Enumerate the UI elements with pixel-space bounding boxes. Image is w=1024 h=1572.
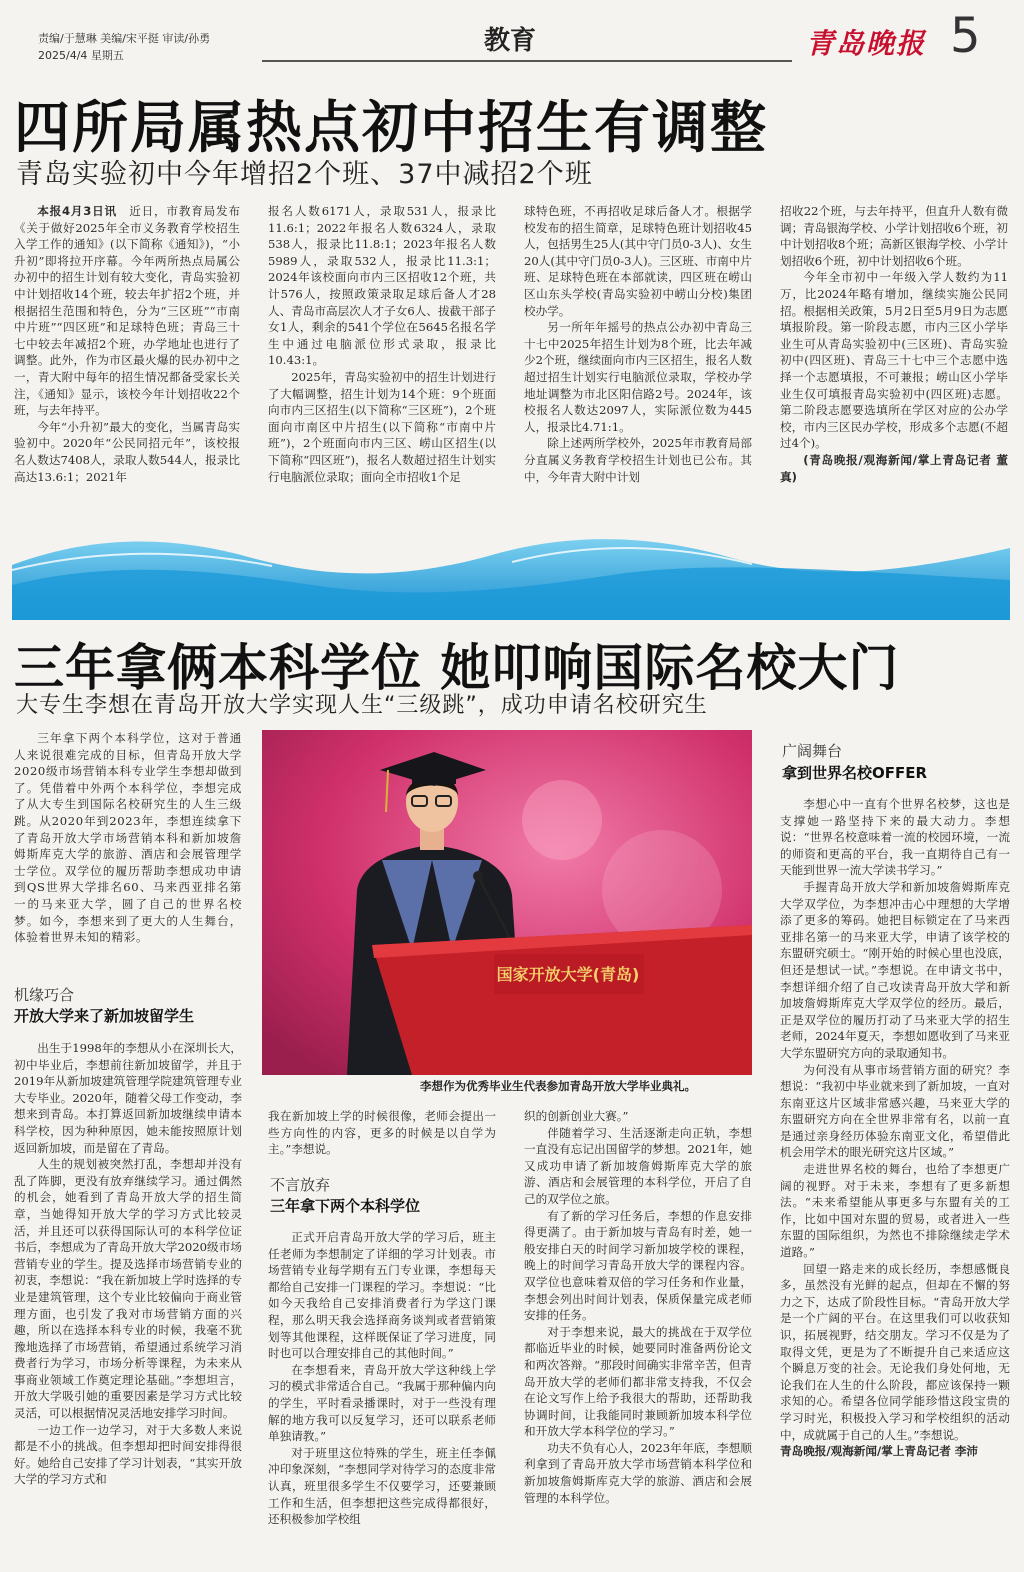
article2-column-3 xyxy=(524,1108,752,1563)
article2-paragraph: 有了新的学习任务后，李想的作息安排得更满了。由于新加坡与青岛有时差，她一般安排白天的时间学习新加坡学校的课程，晚上的时间学习青岛开放大学的课程内容。双学位也意味着双倍的学习任务和作业量，李想会列出时间计划表，保质保量完成老师安排的任务。 xyxy=(524,1208,752,1323)
article2-paragraph: 走进世界名校的舞台，也给了李想更广阔的视野。对于未来，李想有了更多新想法。“未来希望能从事更多与东盟有关的工作，比如中国对东盟的贸易，或者进入一些东盟的国际组织，为然也不排除继续走学术道路。” xyxy=(780,1162,1010,1260)
article1-paragraph: 今年“小升初”最大的变化，当属青岛实验初中。2020年“公民同招元年”，该校报名人数达7408人，录取人数544人，报录比高达13.6:1；2021年 xyxy=(14,419,240,484)
article2-paragraph: 人生的规划被突然打乱，李想却并没有乱了阵脚，更没有放弃继续学习。通过偶然的机会，她看到了青岛开放大学的招生简章，当她得知开放大学的学习方式比较灵活，并且还可以获得国际认可的本科学位证书后，李想成为了青岛开放大学2020级市场营销专业的学生。提及选择市场营销专业的初衷，李想说：“我在新加坡上学时选择的专业是建筑管理，这个专业比较偏向于商业管理方面，也引发了我对市场营销方面的兴趣，所以在选择本科专业的时候，我毫不犹豫地选择了市场营销，希望通过系统学习消费者行为学习，市场分析等课程，为未来从事商业领域工作奠定理论基础。”李想坦言，开放大学吸引她的重要因素是学习方式比较灵活，可以根据情况灵活地安排学习时间。 xyxy=(14,1157,242,1421)
article1-paragraph: 报名人数6171人，录取531人，报录比11.6:1；2022年报名人数6324人，录取538人，报录比11.8:1；2023年报名人数5989人，录取532人，报录比11.3:1；2024年该校面向市内三区招收12个班，共计576人，按照政策录取足球后备人才28人、青岛市高层次人才子女6人、拔截干部子女1人，剩余的541个学位在5645名报名学生中通过电脑派位形式录取，报录比10.43:1。 xyxy=(268,204,496,368)
article2-paragraph: 回望一路走来的成长经历，李想感慨良多，虽然没有光鲜的起点，但却在不懈的努力之下，达成了阶段性目标。“青岛开放大学是一个广阔的平台。在这里我们可以收获知识，拓展视野，结交朋友。学习不仅是为了取得文凭，更是为了不断提升自己来适应这个瞬息万变的社会。无论我们身处何地，无论我们在人生的什么阶段，都应该保持一颗求知的心。希望各位同学能珍惜这段宝贵的学习时光，积极投入学习和学校组织的活动中，成就属于自己的人生。”李想说。 xyxy=(780,1261,1010,1442)
article2-paragraph: 一边工作一边学习，对于大多数人来说都是不小的挑战。但李想却把时间安排得很好。她给自己安排了学习计划表，“其实开放大学的学习方式和 xyxy=(14,1422,242,1487)
article2-paragraph: 对于班里这位特殊的学生，班主任李佩冲印象深刻，“李想同学对待学习的态度非常认真，班里很多学生不仅要学习，还要兼顾工作和生活，但李想把这些完成得都很好，还积极参加学校组 xyxy=(268,1445,496,1527)
article2-byline: 青岛晚报/观海新闻/掌上青岛记者 李沛 xyxy=(780,1444,979,1459)
article2-column-2-top xyxy=(268,1108,496,1158)
article2-lead-text: 三年拿下两个本科学位，这对于普通人来说很难完成的目标，但青岛开放大学2020级市场营销本科专业学生李想却做到了。凭借着中外两个本科学位，李想完成了从大专生到国际名校研究生的人生三级跳。从2020年到2023年，李想连续拿下了青岛开放大学市场营销本科和新加坡詹姆斯库克大学的旅游、酒店和会展管理学士学位。双学位的履历帮助李想成功申请到QS世界大学排名60、马来西亚排名第一的马来亚大学，圆了自己的世界名校梦。如今，李想来到了更大的人生舞台，体验着世界未知的精彩。 xyxy=(14,731,242,945)
article2-paragraph: 织的创新创业大赛。” xyxy=(524,1109,629,1123)
article2-paragraph: 出生于1998年的李想从小在深圳长大，初中毕业后，李想前往新加坡留学，并且于2019年从新加坡建筑管理学院建筑管理专业大专毕业。2020年，随着父母工作变动，李想来到青岛。本打算返回新加坡继续申请本科学校，因为种种原因，她未能按照原计划返回新加坡，而是留在了青岛。 xyxy=(14,1041,242,1155)
section1-kicker: 机缘巧合 xyxy=(14,986,75,1004)
article1-paragraph: 2025年，青岛实验初中的招生计划进行了大幅调整，招生计划为14个班：9个班面向市内三区招生(以下简称“三区班”)，2个班面向市南区中片招生(以下简称“市南中片班”)，2个班面向市内三区、崂山区招生(以下简称“四区班”)，报名人数超过招生计划实行电脑派位录取；面向全市招收1个足 xyxy=(268,369,496,484)
article2-paragraph: 伴随着学习、生活逐渐走向正轨，李想一直没有忘记出国留学的梦想。2021年，她又成功申请了新加坡詹姆斯库克大学的旅游、酒店和会展管理的本科学位，开启了自己的双学位之旅。 xyxy=(524,1125,752,1206)
podium-sign-text: 国家开放大学(青岛) xyxy=(496,965,640,984)
article2-paragraph: 对于李想来说，最大的挑战在于双学位都临近毕业的时候，她要同时准备两份论文和两次答辩。“那段时间确实非常辛苦，但青岛开放大学的老师们都非常支持我，不仅会在论文写作上给予我很大的帮助，还帮助我协调时间，让我能同时兼顾新加坡本科学位和开放大学本科学位的学习。” xyxy=(524,1324,752,1439)
article1-paragraph: 今年全市初中一年级入学人数约为11万，比2024年略有增加，继续实施公民同招。根据相关政策，5月2日至5月9日为志愿填报阶段。第一阶段志愿，市内三区小学毕业生可从青岛实验初中(三区班)、青岛实验初中(四区班)、青岛三十七中三个志愿中选择一个志愿填报，不可兼报；崂山区小学毕业生仅可填报青岛实验初中(四区班)志愿。第二阶段志愿要选填所在学区对应的公办学校，市内三区民办学校，形成多个志愿(不超过4个)。 xyxy=(780,270,1008,451)
graduation-photo xyxy=(262,730,752,1075)
masthead-logo: 青岛晚报 xyxy=(806,27,927,60)
section2-subhead: 三年拿下两个本科学位 xyxy=(270,1197,421,1215)
header-credits xyxy=(38,30,258,64)
dateline: 本报4月3日讯 xyxy=(37,204,117,218)
article2-paragraph: 正式开启青岛开放大学的学习后，班主任老师为李想制定了详细的学习计划表。市场营销专业每学期有五门专业课，李想每天都给自己安排一门课程的学习。李想说：“比如今天我给自己安排消费者行为学这门课程，那么明天我会选择商务谈判或者营销策划等其他课程，这样既保证了学习进度，同时也可以合理安排自己的其他时间。” xyxy=(268,1230,496,1361)
article2-paragraph: 李想心中一直有个世界名校梦，这也是支撑她一路坚持下来的最大动力。李想说：“世界名校意味着一流的校园环境，一流的师资和更高的平台，我一直期待自己有一天能到世界一流大学读书学习。” xyxy=(780,797,1010,878)
article1-paragraph: 招收22个班，与去年持平，但直升人数有微调；青岛银海学校、小学计划招收6个班，初中计划招收8个班；高新区银海学校、小学计划招收6个班，初中计划招收6个班。 xyxy=(780,204,1008,268)
article1-text: 近日，市教育局发布《关于做好2025年全市义务教育学校招生入学工作的通知》(以下简称《通知》)，“小升初”即将拉开序幕。今年两所热点局属公办初中的招生计划有较大变化，青岛实验初中计划招收14个班，较去年扩招2个班，并根据招生范围和特色，分为“三区班”“市南中片班”“四区班”和足球特色班；青岛三十七中较去年减招2个班，办学地址也进行了调整。此外，作为市区最火爆的民办初中之一，青大附中每年的招生情况都备受家长关注，《通知》显示，该校今年计划招收22个班，与去年持平。 xyxy=(14,204,240,418)
article2-paragraph: 手握青岛开放大学和新加坡詹姆斯库克大学双学位，为李想冲击心中理想的大学增添了更多的筹码。她把目标锁定在了马来西亚排名第一的马来亚大学，申请了该学校的东盟研究硕士。“刚开始的时候心里也没底，但还是想试一试。”李想说。在申请文书中，李想详细介绍了自己攻读青岛开放大学和新加坡詹姆斯库克大学双学位的经历。最后，正是双学位的履历打动了马来亚大学的招生老师，2024年夏天，李想如愿收到了马来亚大学东盟研究方向的录取通知书。 xyxy=(780,879,1010,1060)
section2-kicker: 不言放弃 xyxy=(270,1176,331,1194)
article1-column-1 xyxy=(14,203,240,525)
article2-lead xyxy=(14,730,242,986)
issue-date: 2025/4/4 星期五 xyxy=(38,49,124,62)
article2-column-2 xyxy=(268,1229,496,1563)
article2-headline: 三年拿俩本科学位 她叩响国际名校大门 xyxy=(14,639,900,697)
article2-column-1 xyxy=(14,1040,242,1560)
article1-column-4 xyxy=(780,203,1008,525)
section-name: 教育 xyxy=(483,26,536,56)
article1-paragraph: 另一所年年摇号的热点公办初中青岛三十七中2025年招生计划为8个班，比去年减少2个班，继续面向市内三区招生，报名人数超过招生计划实行电脑派位录取，学校办学地址调整为市北区阳信路2号。2024年，该校报名人数达2097人，实际派位数为445人，报录比4.71:1。 xyxy=(524,320,752,434)
section3-subhead: 拿到世界名校OFFER xyxy=(782,764,928,782)
article2-column-4 xyxy=(780,796,1010,1563)
article1-column-3 xyxy=(524,203,752,525)
article1-subheadline: 青岛实验初中今年增招2个班、37中减招2个班 xyxy=(16,159,593,190)
article2-paragraph: 我在新加坡上学的时候很像，老师会提出一些方向性的内容，更多的时候是以自学为主。”李想说。 xyxy=(268,1109,496,1157)
article2-subheadline: 大专生李想在青岛开放大学实现人生“三级跳”，成功申请名校研究生 xyxy=(16,693,708,718)
article1-paragraph: 球特色班，不再招收足球后备人才。根据学校发布的招生简章，足球特色班计划招收45人，包括男生25人(其中守门员0-3人)、女生20人(其中守门员0-3人)。三区班、市南中片班、足球特色班在本部就读，四区班在崂山区山东头学校(青岛实验初中崂山分校)集团校办学。 xyxy=(524,204,752,318)
wave-divider-graphic xyxy=(12,530,1010,620)
article1-paragraph: 除上述两所学校外，2025年市教育局部分直属义务教育学校招生计划也已公布。其中，今年青大附中计划 xyxy=(524,436,752,484)
article1-byline: (青岛晚报/观海新闻/掌上青岛记者 董真) xyxy=(780,452,1008,484)
article2-paragraph: 为何没有从事市场营销方面的研究？李想说：“我初中毕业就来到了新加坡，一直对东南亚这片区域非常感兴趣，马来亚大学的东盟研究方向在全世界非常有名，以前一直是通过亲身经历体验东南亚文化，希望借此机会用学术的眼光研究这片区域。” xyxy=(780,1062,1010,1160)
article2-paragraph: 在李想看来，青岛开放大学这种线上学习的模式非常适合自己。“我属于那种偏内向的学生，平时看录播课时，对于一些没有理解的地方我可以反复学习，还可以联系老师单独请教。” xyxy=(268,1362,496,1444)
page-number: 5 xyxy=(950,8,981,64)
article1-column-2 xyxy=(268,203,496,525)
photo-caption: 李想作为优秀毕业生代表参加青岛开放大学毕业典礼。 xyxy=(420,1079,696,1093)
section3-kicker: 广阔舞台 xyxy=(782,742,843,760)
editor-credits: 责编/于慧琳 美编/宋平挺 审读/孙勇 xyxy=(38,32,211,45)
article1-headline: 四所局属热点初中招生有调整 xyxy=(14,96,768,161)
header-rule xyxy=(262,60,792,62)
article2-paragraph: 功夫不负有心人，2023年年底，李想顺利拿到了青岛开放大学市场营销本科学位和新加坡詹姆斯库克大学的旅游、酒店和会展管理的本科学位。 xyxy=(524,1440,752,1505)
section1-subhead: 开放大学来了新加坡留学生 xyxy=(14,1007,195,1025)
